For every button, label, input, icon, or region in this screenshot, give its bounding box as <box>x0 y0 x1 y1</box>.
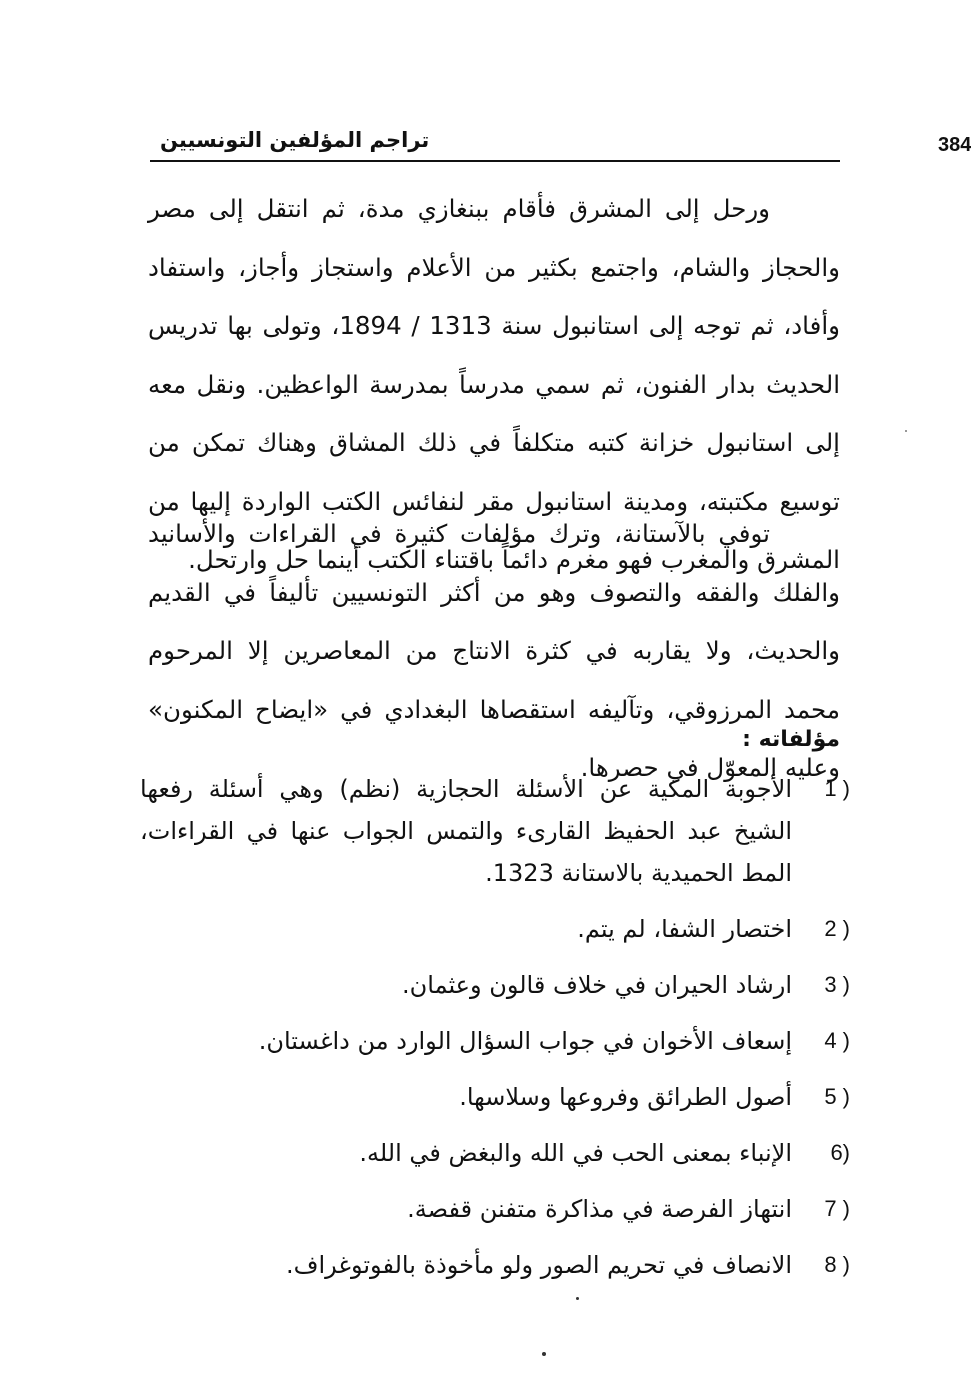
running-title: تراجم المؤلفين التونسيين <box>160 128 430 152</box>
work-item-number: 3 ) <box>824 972 850 997</box>
work-item-text: الأجوبة المكية عن الأسئلة الحجازية (نظم) وهي أسئلة رفعها الشيخ عبد الحفيظ القارىء والتمس الجواب عنها في القراءات، المط الحميدية بالاستانة 1323. <box>140 775 792 887</box>
scan-speck <box>905 430 907 432</box>
paragraph-text: توفي بالآستانة، وترك مؤلفات كثيرة في القراءات والأسانيد والفلك والفقه والتصوف وهو من أكثر التونسيين تأليفاً في القديم والحديث، ولا يقاربه في كثرة الانتاج من المعاصرين إلا المرحوم محمد المرزوقي، وتآليفه استقصاها البغدادي في «ايضاح المكنون» وعليه المعوّل في حصرها. <box>148 519 840 782</box>
work-item-number: 2 ) <box>824 916 850 941</box>
work-item-text: اختصار الشفا، لم يتم. <box>577 915 792 943</box>
work-item-text: ارشاد الحيران في خلاف قالون وعثمان. <box>402 971 792 999</box>
scan-speck <box>542 1352 546 1356</box>
work-item-text: الانصاف في تحريم الصور ولو مأخوذة بالفوتوغراف. <box>286 1251 792 1279</box>
work-item <box>140 964 850 1006</box>
work-item <box>140 1076 850 1118</box>
work-item-text: أصول الطرائق وفروعها وسلاسها. <box>459 1083 792 1111</box>
work-item-text: انتهاز الفرصة في مذاكرة متفنن قفصة. <box>407 1195 792 1223</box>
work-item-number: 4 ) <box>824 1028 850 1053</box>
work-item-text: الإنباء بمعنى الحب في الله والبغض في الله. <box>359 1139 792 1167</box>
page-header <box>150 118 971 162</box>
scan-speck <box>576 1297 579 1300</box>
work-item-number: 6) <box>830 1140 850 1165</box>
work-item <box>140 1244 850 1286</box>
work-item-number: 5 ) <box>824 1084 850 1109</box>
paragraph-2 <box>148 505 840 798</box>
page-number: 384 <box>938 134 971 156</box>
paragraph-text: ورحل إلى المشرق فأقام ببنغازي مدة، ثم انتقل إلى مصر والحجاز والشام، واجتمع بكثير من الأعلام واستجاز وأجاز، واستفاد وأفاد، ثم توجه إلى استانبول سنة 1313 / 1894، وتولى بها تدريس الحديث بدار الفنون، ثم سمي مدرساً بمدرسة الواعظين. ونقل معه إلى استانبول خزانة كتبه متكلفاً في ذلك المشاق وهناك تمكن من توسيع مكتبته، ومدينة استانبول مقر لنفائس الكتب الواردة إليها من المشرق والمغرب فهو مغرم دائماً باقتناء الكتب أينما حل وارتحل. <box>148 194 840 574</box>
work-item-number: 7 ) <box>824 1196 850 1221</box>
works-list <box>140 768 850 1300</box>
work-item-number: 8 ) <box>824 1252 850 1277</box>
work-item <box>140 1020 850 1062</box>
work-item <box>140 768 850 894</box>
work-item-number: 1 ) <box>824 776 850 801</box>
work-item <box>140 1132 850 1174</box>
work-item <box>140 908 850 950</box>
work-item-text: إسعاف الأخوان في جواب السؤال الوارد من داغستان. <box>258 1027 792 1055</box>
works-section-title: مؤلفاته : <box>742 727 840 752</box>
work-item <box>140 1188 850 1230</box>
